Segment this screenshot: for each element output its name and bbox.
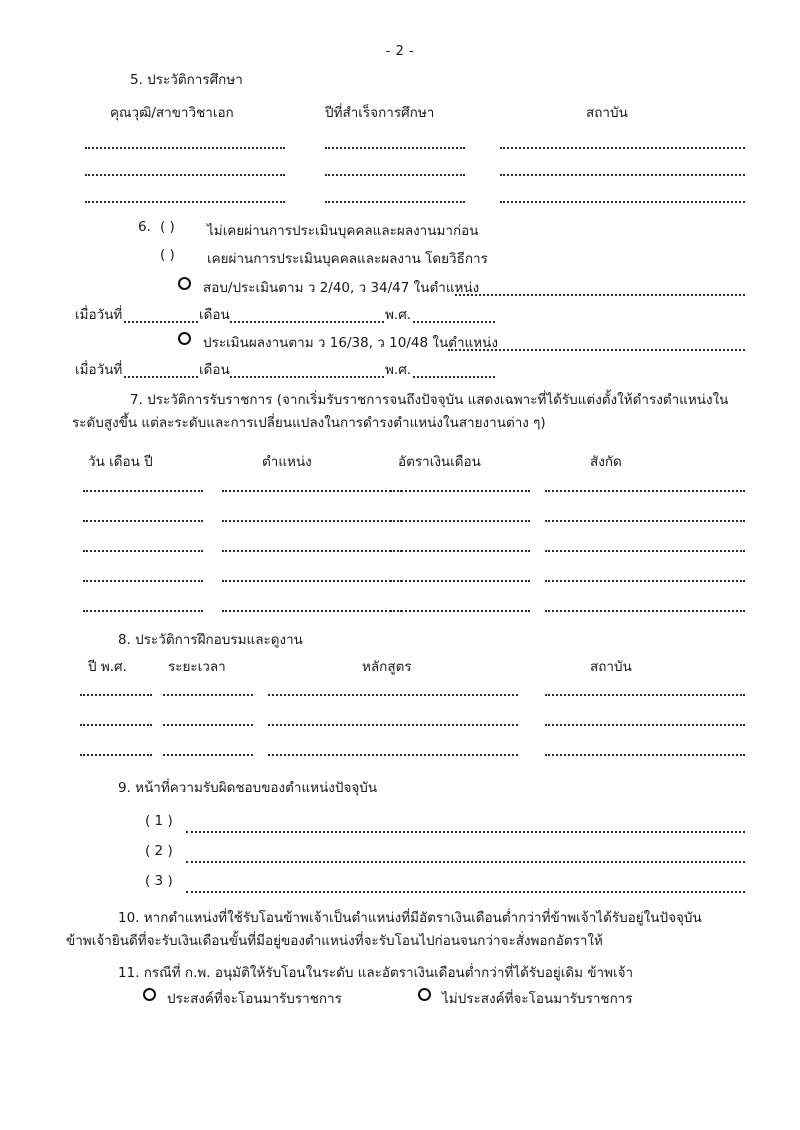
section-7-field-salary[interactable] — [390, 488, 530, 492]
section-6-sub1-label: สอบ/ประเมินตาม ว 2/40, ว 34/47 ในตำแหน่ง — [203, 280, 480, 296]
section-8-title: 8. ประวัติการฝึกอบรมและดูงาน — [118, 632, 303, 648]
page-number: - 2 - — [385, 44, 415, 59]
section-8-field-institution[interactable] — [545, 692, 745, 696]
section-6-option2-label: เคยผ่านการประเมินบุคคลและผลงาน โดยวิธีการ — [207, 251, 488, 267]
section-7-field-salary[interactable] — [390, 608, 530, 612]
section-7-field-date[interactable] — [83, 548, 203, 552]
section-9-item-1-field[interactable] — [186, 829, 745, 833]
section-5-field-institution[interactable] — [500, 145, 745, 149]
section-7-column-affiliation: สังกัด — [590, 454, 622, 470]
section-6-sub2-day-field[interactable] — [124, 374, 198, 378]
section-7-field-date[interactable] — [83, 488, 203, 492]
section-11-radio-decline[interactable] — [418, 988, 431, 1001]
section-8-field-course[interactable] — [268, 752, 518, 756]
section-8-field-institution[interactable] — [545, 752, 745, 756]
section-11-label-consent: ประสงค์ที่จะโอนมารับราชการ — [167, 991, 342, 1007]
section-6-sub2-date-prefix: เมื่อวันที่ — [75, 362, 123, 378]
section-8-field-year[interactable] — [80, 692, 152, 696]
section-8-column-institution: สถาบัน — [590, 659, 632, 675]
section-11-line1: 11. กรณีที่ ก.พ. อนุมัติให้รับโอนในระดับ และอัตราเงินเดือนต่ำกว่าที่ได้รับอยู่เดิม ข้าพเจ้า — [118, 965, 634, 981]
section-6-sub1-radio[interactable] — [178, 277, 191, 290]
section-7-field-position[interactable] — [222, 548, 402, 552]
section-7-field-position[interactable] — [222, 608, 402, 612]
section-6-option2-checkbox[interactable]: ( ) — [160, 247, 175, 263]
section-7-field-date[interactable] — [83, 578, 203, 582]
section-6-sub2-label: ประเมินผลงานตาม ว 16/38, ว 10/48 ในตำแหน่ง — [203, 335, 498, 351]
section-5-column-graduation-year: ปีที่สำเร็จการศึกษา — [325, 105, 435, 121]
section-5-field-institution[interactable] — [500, 199, 745, 203]
section-7-field-position[interactable] — [222, 518, 402, 522]
section-7-field-salary[interactable] — [390, 518, 530, 522]
section-7-column-salary: อัตราเงินเดือน — [398, 454, 481, 470]
section-11-radio-consent[interactable] — [143, 988, 156, 1001]
section-5-field-qualification[interactable] — [85, 145, 285, 149]
section-6-sub1-date-prefix: เมื่อวันที่ — [75, 307, 123, 323]
section-6-sub1-position-field[interactable] — [455, 292, 745, 296]
section-7-field-salary[interactable] — [390, 548, 530, 552]
section-8-field-duration[interactable] — [163, 752, 253, 756]
section-5-title: 5. ประวัติการศึกษา — [130, 72, 243, 88]
section-8-column-course: หลักสูตร — [362, 659, 412, 675]
section-8-field-year[interactable] — [80, 722, 152, 726]
section-7-field-position[interactable] — [222, 488, 402, 492]
section-5-field-qualification[interactable] — [85, 199, 285, 203]
section-6-sub2-radio[interactable] — [178, 332, 191, 345]
section-11-label-decline: ไม่ประสงค์ที่จะโอนมารับราชการ — [442, 991, 633, 1007]
section-5-field-year[interactable] — [325, 199, 465, 203]
section-6-number: 6. — [138, 219, 151, 235]
section-9-item-3-label: ( 3 ) — [145, 873, 173, 889]
section-6-sub1-year-label: พ.ศ. — [385, 307, 412, 323]
section-7-field-affiliation[interactable] — [545, 548, 745, 552]
section-6-sub1-month-label: เดือน — [199, 307, 230, 323]
section-6-sub1-month-field[interactable] — [230, 319, 384, 323]
section-7-column-date: วัน เดือน ปี — [88, 454, 153, 470]
section-6-sub2-position-field[interactable] — [448, 347, 745, 351]
section-7-field-affiliation[interactable] — [545, 488, 745, 492]
section-9-item-3-field[interactable] — [186, 889, 745, 893]
section-5-field-year[interactable] — [325, 145, 465, 149]
section-6-sub1-year-field[interactable] — [413, 319, 495, 323]
section-7-column-position: ตำแหน่ง — [262, 454, 312, 470]
section-6-sub2-month-label: เดือน — [199, 362, 230, 378]
section-5-column-qualification: คุณวุฒิ/สาขาวิชาเอก — [110, 105, 234, 121]
section-8-field-course[interactable] — [268, 722, 518, 726]
section-7-field-date[interactable] — [83, 518, 203, 522]
section-8-field-duration[interactable] — [163, 692, 253, 696]
section-6-sub2-month-field[interactable] — [230, 374, 384, 378]
section-6-option1-label: ไม่เคยผ่านการประเมินบุคคลและผลงานมาก่อน — [207, 223, 479, 239]
section-7-field-affiliation[interactable] — [545, 518, 745, 522]
section-6-option1-checkbox[interactable]: ( ) — [160, 219, 175, 235]
section-7-field-date[interactable] — [83, 608, 203, 612]
section-7-field-salary[interactable] — [390, 578, 530, 582]
section-9-item-2-label: ( 2 ) — [145, 843, 173, 859]
section-7-field-affiliation[interactable] — [545, 608, 745, 612]
section-8-field-year[interactable] — [80, 752, 152, 756]
section-8-column-duration: ระยะเวลา — [168, 659, 226, 675]
section-5-field-institution[interactable] — [500, 172, 745, 176]
section-10-line2: ข้าพเจ้ายินดีที่จะรับเงินเดือนขั้นที่มีอยู่ของตำแหน่งที่จะรับโอนไปก่อนจนกว่าจะสั่งพอกอัตราให้ — [66, 933, 603, 949]
section-6-sub2-year-label: พ.ศ. — [385, 362, 412, 378]
section-6-sub1-day-field[interactable] — [124, 319, 198, 323]
section-10-line1: 10. หากตำแหน่งที่ใช้รับโอนข้าพเจ้าเป็นตำแหน่งที่มีอัตราเงินเดือนต่ำกว่าที่ข้าพเจ้าได้รับอยู่ในปัจจุบัน — [118, 910, 702, 926]
section-5-field-year[interactable] — [325, 172, 465, 176]
section-5-column-institution: สถาบัน — [586, 105, 628, 121]
section-7-field-position[interactable] — [222, 578, 402, 582]
section-8-field-institution[interactable] — [545, 722, 745, 726]
section-8-column-year: ปี พ.ศ. — [88, 659, 127, 675]
section-7-field-affiliation[interactable] — [545, 578, 745, 582]
section-9-title: 9. หน้าที่ความรับผิดชอบของตำแหน่งปัจจุบัน — [118, 780, 378, 796]
section-9-item-2-field[interactable] — [186, 859, 745, 863]
section-5-field-qualification[interactable] — [85, 172, 285, 176]
section-6-sub2-year-field[interactable] — [413, 374, 495, 378]
section-8-field-duration[interactable] — [163, 722, 253, 726]
section-7-title-line1: 7. ประวัติการรับราชการ (จากเริ่มรับราชการจนถึงปัจจุบัน แสดงเฉพาะที่ได้รับแต่งตั้งให้ดำรงตำแหน่งใน — [130, 392, 729, 408]
section-7-title-line2: ระดับสูงขึ้น แต่ละระดับและการเปลี่ยนแปลงในการดำรงตำแหน่งในสายงานต่าง ๆ) — [72, 415, 546, 431]
section-9-item-1-label: ( 1 ) — [145, 813, 173, 829]
section-8-field-course[interactable] — [268, 692, 518, 696]
